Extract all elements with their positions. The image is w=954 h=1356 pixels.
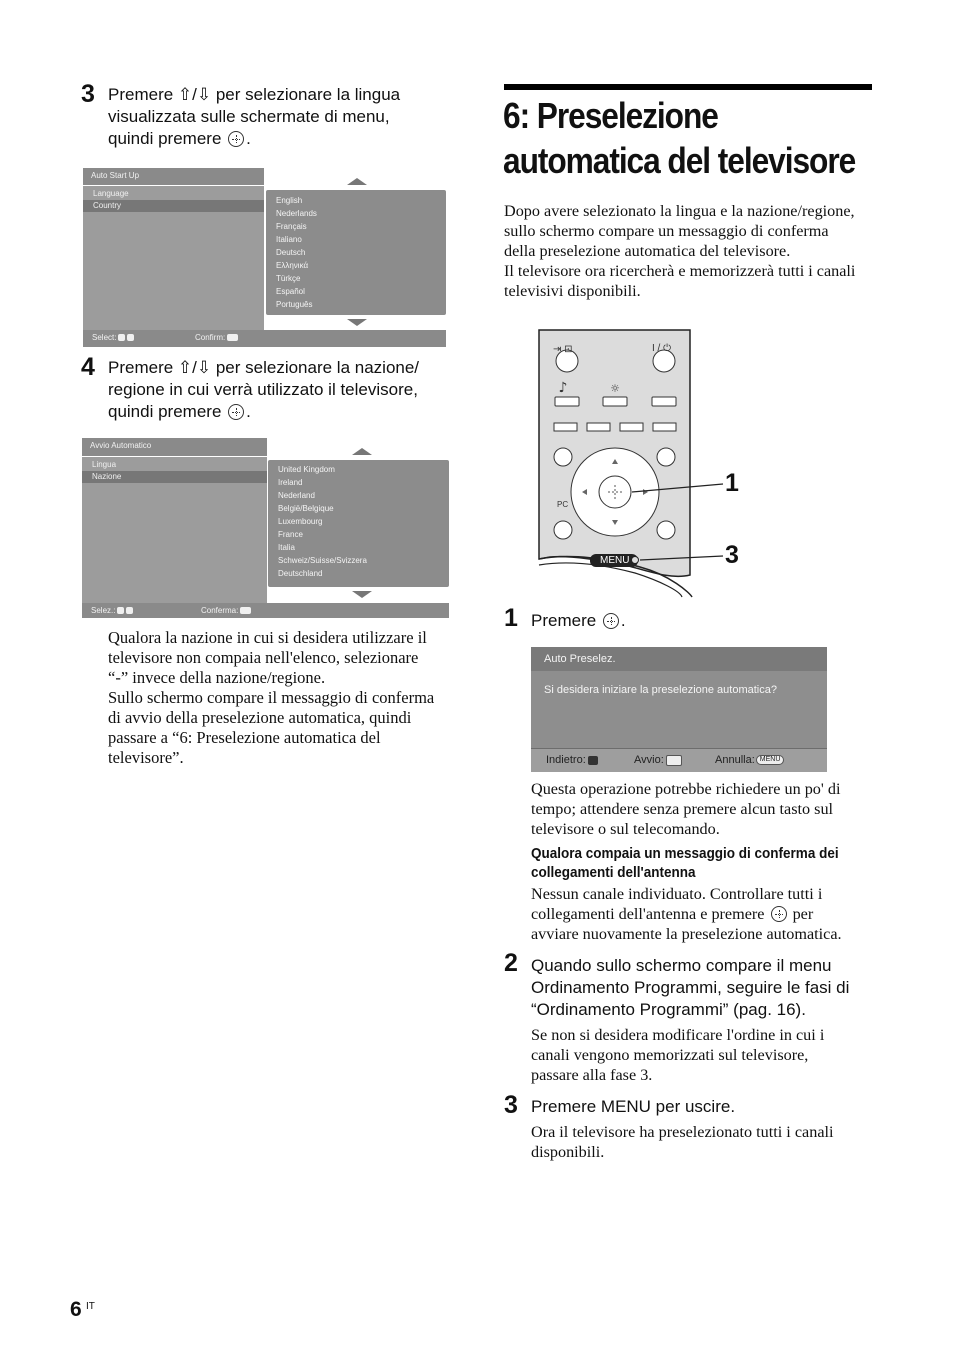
list-item[interactable]: Español <box>276 287 305 296</box>
auto-preset-dialog <box>531 647 827 772</box>
step-line: Quando sullo schermo compare il menu <box>531 956 832 975</box>
text-line: Il televisore ora ricercherà e memorizzerà tutti i canali <box>504 262 856 280</box>
step-number: 3 <box>504 1091 518 1119</box>
callout-1: 1 <box>725 469 739 497</box>
text-line: Se non si desidera modificare l'ordine in cui i <box>531 1026 825 1044</box>
step-line: Premere ⇧/⇩ per selezionare la lingua <box>108 85 401 104</box>
list-item[interactable]: Ireland <box>278 478 303 487</box>
dialog-title: Auto Preselez. <box>531 647 827 671</box>
text-line: passare alla fase 3. <box>531 1066 653 1084</box>
country-list <box>268 460 449 587</box>
menu-title: Auto Start Up <box>83 168 264 185</box>
text-line: della preselezione automatica del televisore. <box>504 242 791 260</box>
up-key-icon <box>117 607 124 614</box>
list-item[interactable]: Italiano <box>276 235 302 244</box>
text-line: Sullo schermo compare il messaggio di conferma <box>108 688 435 707</box>
list-item[interactable]: Ελληνικά <box>276 261 309 270</box>
list-item[interactable]: United Kingdom <box>278 465 335 474</box>
text-line: avviare nuovamente la preselezione automatica. <box>531 925 842 943</box>
list-item[interactable]: Italia <box>278 543 295 552</box>
list-item[interactable]: English <box>276 196 303 205</box>
step-line: quindi premere . <box>108 402 251 421</box>
step-3-text <box>108 84 400 150</box>
down-key-icon <box>127 334 134 341</box>
step-line: visualizzata sulle schermate di menu, <box>108 107 390 126</box>
step-line: Premere ⇧/⇩ per selezionare la nazione/ <box>108 358 420 377</box>
svg-text:♪: ♪ <box>558 380 568 396</box>
list-item[interactable]: Schweiz/Suisse/Svizzera <box>278 556 367 565</box>
list-item[interactable]: Français <box>276 222 307 231</box>
text-line: televisivi disponibili. <box>504 282 641 300</box>
title-line: automatica del televisore <box>503 140 856 181</box>
footer-confirm: Conferma: <box>201 603 251 618</box>
list-item[interactable]: Nederland <box>278 491 315 500</box>
list-item[interactable]: France <box>278 530 303 539</box>
start-hint[interactable]: Avvio: <box>634 749 682 771</box>
menu-row-nazione[interactable]: Nazione <box>82 471 267 483</box>
menu-row-lingua[interactable]: Lingua <box>92 460 117 469</box>
text-line: disponibili. <box>531 1143 605 1161</box>
menu-row-country[interactable]: Country <box>83 200 264 212</box>
list-item[interactable]: Türkçe <box>276 274 301 283</box>
step-2-note <box>531 1025 824 1085</box>
text-line: passare a “6: Preselezione automatica del <box>108 728 381 747</box>
footer-confirm: Confirm: <box>195 330 238 346</box>
callout-3: 3 <box>725 541 739 569</box>
step-number: 2 <box>504 949 518 977</box>
text-line: Qualora la nazione in cui si desidera utilizzare il <box>108 628 427 647</box>
menu-title: Avvio Automatico <box>82 438 267 456</box>
back-key-icon <box>588 756 598 765</box>
text-line: collegamenti dell'antenna <box>531 864 696 881</box>
footer-select: Select: <box>92 330 134 346</box>
step-line: “Ordinamento Programmi” (pag. 16). <box>531 1000 806 1019</box>
list-item[interactable]: Deutsch <box>276 248 306 257</box>
footer-select: Selez.: <box>91 603 133 618</box>
step-2-text <box>531 955 849 1021</box>
pc-label: PC <box>557 500 569 509</box>
cancel-hint[interactable]: Annulla: MENU <box>715 749 784 771</box>
enter-button-icon <box>228 404 244 420</box>
page-number: 6 <box>70 1298 82 1321</box>
text-line: di avvio della preselezione automatica, quindi <box>108 708 412 727</box>
scroll-up-arrow-icon[interactable] <box>347 178 367 185</box>
dialog-footer <box>531 748 827 772</box>
down-key-icon <box>126 607 133 614</box>
step-1-text: Premere . <box>531 611 626 630</box>
step-number: 4 <box>81 353 95 381</box>
text-line: sullo schermo compare un messaggio di conferma <box>504 222 829 240</box>
page-title <box>503 93 855 183</box>
antenna-text <box>531 884 842 944</box>
title-rule <box>504 84 872 90</box>
text-line: televisore”. <box>108 748 184 767</box>
list-item[interactable]: België/Belgique <box>278 504 334 513</box>
svg-text:☼: ☼ <box>610 382 620 395</box>
list-item[interactable]: Deutschland <box>278 569 323 578</box>
input-icon: ⇥ ⊡ <box>553 344 573 355</box>
text-line: Qualora compaia un messaggio di conferma dei <box>531 845 839 862</box>
text-line: collegamenti dell'antenna e premere per <box>531 905 814 923</box>
step-line: regione in cui verrà utilizzato il televisore, <box>108 380 418 399</box>
country-note <box>108 628 434 768</box>
power-icon: I / ⏻ <box>652 343 672 354</box>
text-line: Dopo avere selezionato la lingua e la nazione/regione, <box>504 202 855 220</box>
back-hint[interactable]: Indietro: <box>546 749 598 771</box>
step-4-text <box>108 357 419 423</box>
text-line: televisore non compaia nell'elenco, selezionare <box>108 648 419 667</box>
menu-footer <box>83 330 446 347</box>
text-line: televisore o sul telecomando. <box>531 820 720 838</box>
text-line: Questa operazione potrebbe richiedere un po' di <box>531 780 841 798</box>
up-key-icon <box>118 334 125 341</box>
text-line: Ora il televisore ha preselezionato tutti i canali <box>531 1123 834 1141</box>
language-list <box>266 190 446 315</box>
title-line: 6: Preselezione <box>503 95 718 136</box>
step-line: quindi premere . <box>108 129 251 148</box>
step-number: 1 <box>504 604 518 632</box>
enter-key-icon <box>227 334 238 341</box>
text-line: tempo; attendere senza premere alcun tasto sul <box>531 800 834 818</box>
list-item[interactable]: Português <box>276 300 313 309</box>
scroll-down-arrow-icon[interactable] <box>352 591 372 598</box>
text-line: Nessun canale individuato. Controllare tutti i <box>531 885 823 903</box>
dialog-message: Si desidera iniziare la preselezione automatica? <box>544 684 777 696</box>
scroll-up-arrow-icon[interactable] <box>352 448 372 455</box>
step-3-note <box>531 1122 834 1162</box>
menu-key-badge: MENU <box>756 755 785 765</box>
enter-button-icon <box>228 131 244 147</box>
enter-key-icon <box>666 755 682 766</box>
enter-key-icon <box>240 607 251 614</box>
enter-button-icon <box>603 613 619 629</box>
list-item[interactable]: Nederlands <box>276 209 317 218</box>
language-code: IT <box>86 1301 95 1312</box>
wait-note <box>531 779 840 839</box>
step-number: 3 <box>81 80 95 108</box>
step-3-exit-text: Premere MENU per uscire. <box>531 1097 736 1116</box>
text-line: canali vengono memorizzati sul televisore, <box>531 1046 809 1064</box>
menu-key-label: MENU <box>600 555 630 566</box>
intro-paragraph <box>504 201 855 301</box>
menu-row-language[interactable]: Language <box>93 189 129 198</box>
menu-left-panel <box>82 457 267 603</box>
list-item[interactable]: Luxembourg <box>278 517 323 526</box>
enter-button-icon <box>771 906 787 922</box>
antenna-heading <box>531 844 839 882</box>
step-line: Ordinamento Programmi, seguire le fasi di <box>531 978 850 997</box>
text-line: “-” invece della nazione/regione. <box>108 668 326 687</box>
menu-left-panel <box>83 186 264 330</box>
scroll-down-arrow-icon[interactable] <box>347 319 367 326</box>
menu-footer <box>82 603 449 618</box>
